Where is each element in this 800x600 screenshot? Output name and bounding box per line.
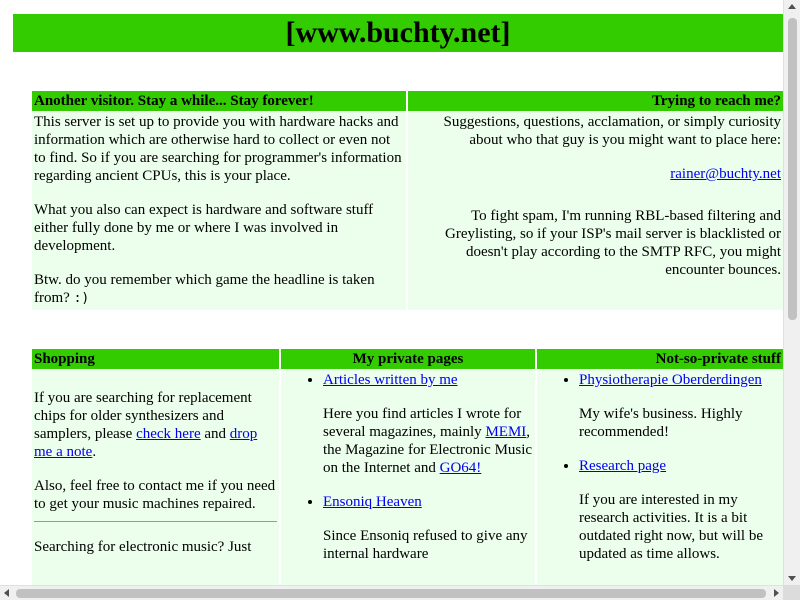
scroll-up-icon[interactable] <box>788 4 796 9</box>
scrollbar-corner <box>783 585 800 600</box>
research-page-link[interactable]: Research page <box>579 458 667 474</box>
private-pages-header: My private pages <box>280 349 536 369</box>
contact-intro: Suggestions, questions, acclamation, or simply curiosity about who that guy is you might want to place here: <box>443 114 781 148</box>
contact-header: Trying to reach me? <box>407 91 783 111</box>
not-so-private-header: Not-so-private stuff <box>536 349 783 369</box>
ensoniq-heaven-link[interactable]: Ensoniq Heaven <box>323 494 422 510</box>
welcome-paragraph: This server is set up to provide you with hardware hacks and information which are otherwise hard to collect or even not to find. So if you are searching for programmer's information regarding ancient CPUs, this is your place. <box>34 114 402 184</box>
list-item <box>579 371 781 441</box>
vertical-scrollbar[interactable] <box>783 0 800 585</box>
shopping-header: Shopping <box>32 349 280 369</box>
repair-paragraph: Also, feel free to contact me if you need to get your music machines repaired. <box>34 478 276 512</box>
articles-description: Here you find articles I wrote for several magazines, mainly MEMI, the Magazine for Electronic Music on the Internet and GO64! <box>323 406 533 476</box>
sections-table <box>32 349 783 585</box>
email-link[interactable]: rainer@buchty.net <box>670 166 781 182</box>
headline-question: Btw. do you remember which game the headline is taken from? :) <box>34 272 375 306</box>
welcome-header: Another visitor. Stay a while... Stay forever! <box>32 91 407 111</box>
go64-link[interactable]: GO64! <box>439 460 482 476</box>
private-pages-list <box>283 371 533 563</box>
divider <box>34 521 277 522</box>
list-item <box>323 371 533 477</box>
private-pages-cell <box>280 369 536 585</box>
welcome-paragraph: What you also can expect is hardware and software stuff either fully done by me or where I was involved in development. <box>34 202 374 254</box>
scroll-down-icon[interactable] <box>788 576 796 581</box>
scroll-right-icon[interactable] <box>774 589 779 597</box>
physiotherapie-description: My wife's business. Highly recommended! <box>579 406 743 440</box>
smiley: :) <box>73 291 90 306</box>
list-item <box>323 493 533 563</box>
articles-link[interactable]: Articles written by me <box>323 372 458 388</box>
horizontal-scroll-thumb[interactable] <box>16 589 766 598</box>
horizontal-scrollbar[interactable] <box>0 585 783 600</box>
not-so-private-cell <box>536 369 783 585</box>
vertical-scroll-thumb[interactable] <box>788 18 797 320</box>
contact-cell <box>407 111 783 310</box>
not-so-private-list <box>539 371 781 563</box>
memi-link[interactable]: MEMI <box>485 424 527 440</box>
spam-notice: To fight spam, I'm running RBL-based filtering and Greylisting, so if your ISP's mail server is blacklisted or doesn't play according to the SMTP RFC, you might encounter bounces. <box>445 208 781 278</box>
welcome-cell <box>32 111 407 310</box>
list-item <box>579 457 781 563</box>
drop-note-link[interactable]: drop me a note <box>34 426 258 460</box>
intro-table <box>32 91 783 310</box>
site-title: [www.buchty.net] <box>285 16 511 49</box>
research-description: If you are interested in my research activities. It is a bit outdated right now, but will be updated as time allows. <box>579 492 763 562</box>
scroll-left-icon[interactable] <box>4 589 9 597</box>
music-paragraph: Searching for electronic music? Just <box>34 539 252 555</box>
check-here-link[interactable]: check here <box>136 426 201 442</box>
ensoniq-description: Since Ensoniq refused to give any internal hardware <box>323 528 528 562</box>
chips-paragraph: If you are searching for replacement chips for older synthesizers and samplers, please check here and drop me a note. <box>34 390 258 460</box>
physiotherapie-link[interactable]: Physiotherapie Oberderdingen <box>579 372 762 388</box>
site-banner <box>13 14 783 52</box>
shopping-cell <box>32 369 280 585</box>
